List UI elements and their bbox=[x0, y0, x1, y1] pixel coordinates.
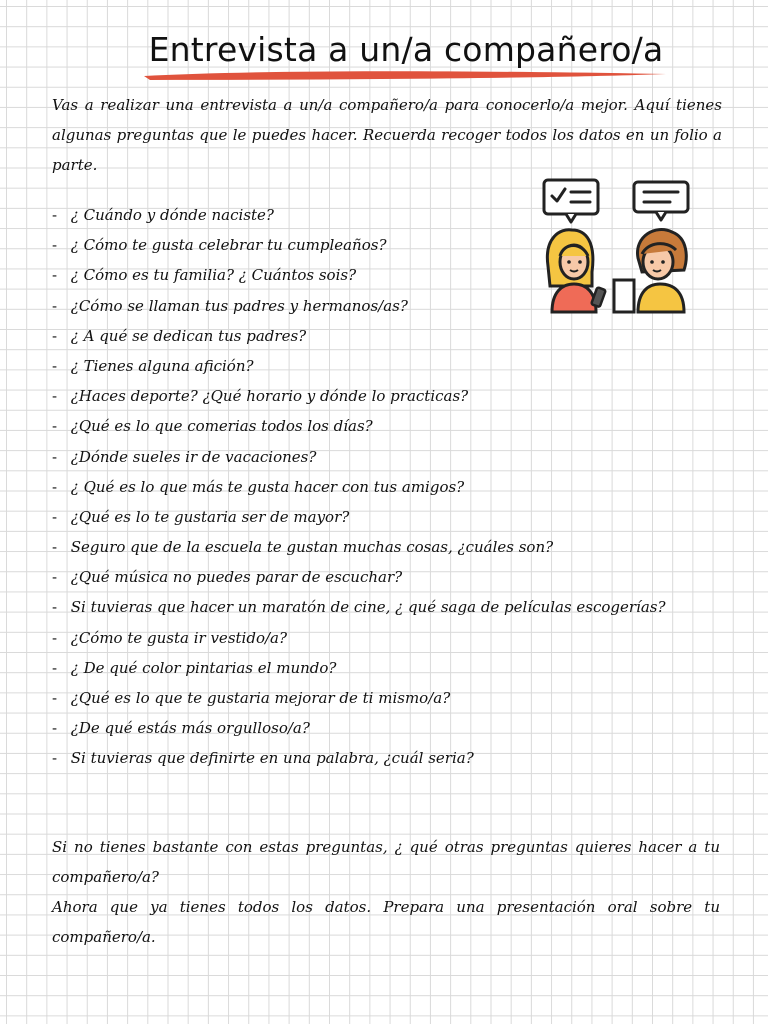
question-item: - ¿Haces deporte? ¿Qué horario y dónde lo practicas? bbox=[52, 387, 469, 406]
message-bubble-icon bbox=[634, 182, 688, 220]
checklist-bubble-icon bbox=[544, 180, 598, 222]
closing-question: Si no tienes bastante con estas preguntas, ¿ qué otras preguntas quieres hacer a tu compañero/a? bbox=[52, 838, 720, 886]
question-item: - ¿Cómo se llaman tus padres y hermanos/as? bbox=[52, 296, 408, 315]
title-underline bbox=[140, 66, 670, 84]
question-item: - ¿Qué es lo que te gustaria mejorar de ti mismo/a? bbox=[52, 689, 451, 707]
question-item: - ¿ Cuándo y dónde naciste? bbox=[52, 206, 274, 224]
question-item: - ¿ Tienes alguna afición? bbox=[52, 356, 254, 375]
closing-text bbox=[52, 832, 720, 952]
girl-avatar-icon bbox=[547, 230, 605, 312]
question-item: - ¿Cómo te gusta ir vestido/a? bbox=[52, 628, 288, 647]
question-item: - ¿Qué música no puedes parar de escuchar? bbox=[52, 568, 403, 587]
question-item: - ¿Qué es lo que comerias todos los días? bbox=[52, 417, 373, 436]
question-item: - ¿ De qué color pintarias el mundo? bbox=[52, 658, 337, 677]
closing-instruction: Ahora que ya tienes todos los datos. Prepara una presentación oral sobre tu compañero/a. bbox=[52, 898, 720, 946]
question-item: - Si tuvieras que definirte en una palabra, ¿cuál seria? bbox=[52, 749, 474, 768]
question-item: - Seguro que de la escuela te gustan muchas cosas, ¿cuáles son? bbox=[52, 538, 554, 557]
question-item: - ¿ A qué se dedican tus padres? bbox=[52, 326, 307, 345]
boy-avatar-icon bbox=[638, 230, 687, 312]
interview-illustration bbox=[538, 176, 698, 322]
page-title: Entrevista a un/a compañero/a bbox=[148, 30, 664, 69]
intro-text: Vas a realizar una entrevista a un/a compañero/a para conocerlo/a mejor. Aquí tienes algunas preguntas que le puedes hacer. Recuerda recoger todos los datos en un folio a parte. bbox=[52, 96, 722, 174]
question-item: - ¿Dónde sueles ir de vacaciones? bbox=[52, 447, 317, 466]
question-item: - ¿De qué estás más orgulloso/a? bbox=[52, 719, 310, 738]
question-item: - ¿Qué es lo te gustaria ser de mayor? bbox=[52, 507, 350, 526]
question-item: - ¿ Cómo te gusta celebrar tu cumpleaños? bbox=[52, 236, 387, 255]
question-item: - ¿ Qué es lo que más te gusta hacer con tus amigos? bbox=[52, 477, 465, 496]
question-item: - Si tuvieras que hacer un maratón de cine, ¿ qué saga de películas escogerías? bbox=[52, 598, 666, 617]
question-item: - ¿ Cómo es tu familia? ¿ Cuántos sois? bbox=[52, 266, 357, 285]
